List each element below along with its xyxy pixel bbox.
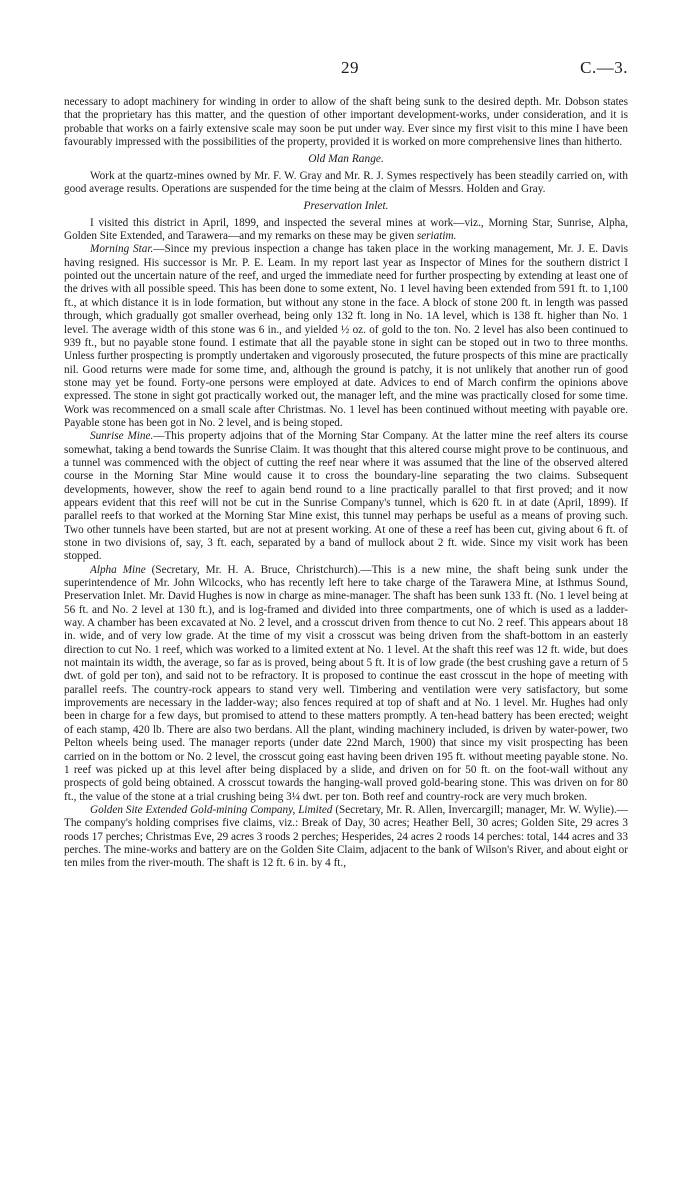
alpha-title: Alpha Mine xyxy=(90,563,146,576)
paragraph-golden-site xyxy=(64,804,628,871)
sunrise-title: Sunrise Mine. xyxy=(90,430,154,443)
paragraph-preservation-intro xyxy=(64,217,628,244)
morning-star-text: —Since my previous inspection a change has taken place in the working management, Mr. J. E. Davis having resigned. His successor is Mr. P. E. Leam. In my report last year as Inspector of Mines for the southern district I pointed out the uncertain nature of the reef, and urged the immediate need for further prospecting by extending at least one of the drives with all possible speed. This has been done to some extent, No. 1 level having been extended from 591 ft. to 1,100 ft., at which distance it is in lode formation, but without any stone in the face. A block of stone 200 ft. in length was passed through, which gradually got smaller overhead, being only 132 ft. long in No. 1A level, which is 138 ft. higher than No. 1 level. The average width of this stone was 6 in., and yielded ½ oz. of gold to the ton. No. 2 level has also been continued to 939 ft., but no payable stone found. I estimate that all the payable stone in sight can be stoped out in two to three months. Unless further prospecting is promptly undertaken and vigorously prosecuted, the future prospects of this mine are practically nil. Good returns were made for some time, and, although the ground is patchy, it is not unlikely that another run of good stone may yet be found. Forty-one persons were employed at date. Advices to end of March confirm the opinions above expressed. The stone in sight got practically worked out, the manager left, and the mine was practically closed for some time. Work was recommenced on a small scale after Christmas. No. 1 level has been continued without meeting with payable ore. Payable stone has been got in No. 2 level, and is being stoped. xyxy=(64,243,628,429)
sunrise-text: —This property adjoins that of the Morning Star Company. At the latter mine the reef alters its course somewhat, taking a bend towards the Sunrise Claim. It was thought that this altered course might prove to be continuous, and a tunnel was commenced with the object of cutting the reef near where it was assumed that the line of the observed altered course in the Morning Star Mine would cause it to cross the boundary-line separating the two claims. Subsequent developments, however, show the reef to again bend round to a line practically parallel to that first proved; and it now appears evident that this reef will not be cut in the Sunrise Company's tunnel, which is 620 ft. in at date (April, 1899). If parallel reefs to that worked at the Morning Star Mine exist, this tunnel may perhaps be useful as a means of proving such. Two other tunnels have been started, but are not at present working. At one of these a reef has been cut, giving about 6 ft. of stone in two divisions of, say, 3 ft. each, separated by a band of mullock about 2 ft. wide. Since my visit work has been stopped. xyxy=(64,430,628,563)
golden-site-title: Golden Site Extended Gold-mining Company, Limited xyxy=(90,803,333,816)
intro-seriatim: seriatim. xyxy=(416,230,457,243)
alpha-text: (Secretary, Mr. H. A. Bruce, Christchurch).—This is a new mine, the shaft being sunk under the superintendence of Mr. John Wilcocks, who has recently left here to take charge of the Tarawera Mine, at Isthmus Sound, Preservation Inlet. Mr. David Hughes is now in charge as mine-manager. The shaft has been sunk 133 ft. (No. 1 level being at 56 ft. and No. 2 level at 130 ft.), and is log-framed and divided into three compartments, one of which is used as a ladder-way. A chamber has been excavated at No. 2 level, and a crosscut driven from thence to cut No. 2 reef. This appears about 18 in. wide, and of very low grade. At the time of my visit a crosscut was being driven from the shaft-bottom in an easterly direction to cut No. 1 reef, which was worked to a limited extent at No. 1 level. At the shaft this reef was 12 ft. wide, but does not maintain its width, the average, so far as is proved, being about 5 ft. It is of low grade (the best crushing gave a return of 5 dwt. of gold per ton), and said not to be refractory. It is proposed to continue the east crosscut in the hope of meeting with parallel reefs. The country-rock appears to stand very well. Timbering and ventilation were very satisfactory, but some improvements are necessary in the ladder-way; also fences required at top of shaft and at No. 1 level. Mr. Hughes had only been in charge for a few days, but promised to attend to these matters promptly. A ten-head battery has been erected; weight of each stamp, 420 lb. There are also two berdans. All the plant, winding machinery included, is driven by water-power, two Pelton wheels being used. The manager reports (under date 22nd March, 1900) that since my visit prospecting has been carried on in the bottom or No. 2 level, the crosscut going east having been driven 195 ft. without meeting payable stone. No. 1 reef was picked up at this level after being displaced by a slide, and driven on for 50 ft. on the foot-wall without any prospects of gold being obtained. A crosscut towards the hanging-wall proved gold-bearing stone. This was driven on for 80 ft., the value of the stone at a trial crushing being 3¼ dwt. per ton. Both reef and country-rock are very much broken. xyxy=(64,563,628,803)
intro-text: I visited this district in April, 1899, and inspected the several mines at work—viz., Morning Star, Sunrise, Alpha, Golden Site Extended, and Tarawera—and my remarks on these may be given xyxy=(64,216,628,243)
page-number: 29 xyxy=(341,58,359,77)
section-heading-old-man-range: Old Man Range. xyxy=(308,153,384,166)
paragraph-continuation: necessary to adopt machinery for winding in order to allow of the shaft being sunk to the desired depth. Mr. Dobson states that the proprietary has this matter, and the question of other important development-works, under consideration, and it is probable that works on a fairly extensive scale may soon be put under way. Ever since my first visit to this mine I have been favourably impressed with the possibilities of the property, provided it is worked on more comprehensive lines than hitherto. xyxy=(64,96,628,149)
morning-star-title: Morning Star. xyxy=(90,243,154,256)
section-heading-preservation-inlet: Preservation Inlet. xyxy=(303,200,389,213)
golden-site-text: (Secretary, Mr. R. Allen, Invercargill; manager, Mr. W. Wylie).—The company's holding comprises five claims, viz.: Break of Day, 30 acres; Heather Bell, 30 acres; Golden Site, 29 acres 3 roods 17 perches; Christmas Eve, 29 acres 3 roods 2 perches; Hesperides, 24 acres 2 roods 14 perches: total, 144 acres and 33 perches. The mine-works and battery are on the Golden Site Claim, adjacent to the bank of Wilson's River, and about eight or ten miles from the river-mouth. The shaft is 12 ft. 6 in. by 4 ft., xyxy=(64,803,628,870)
paragraph-morning-star xyxy=(64,243,628,430)
document-reference: C.—3. xyxy=(580,58,628,77)
paragraph-sunrise-mine xyxy=(64,430,628,563)
paragraph-alpha-mine xyxy=(64,564,628,804)
paragraph-old-man-range: Work at the quartz-mines owned by Mr. F. W. Gray and Mr. R. J. Symes respectively has been steadily carried on, with good average results. Operations are suspended for the time being at the claim of Messrs. Holden and Gray. xyxy=(64,169,628,196)
body-text xyxy=(64,96,628,871)
